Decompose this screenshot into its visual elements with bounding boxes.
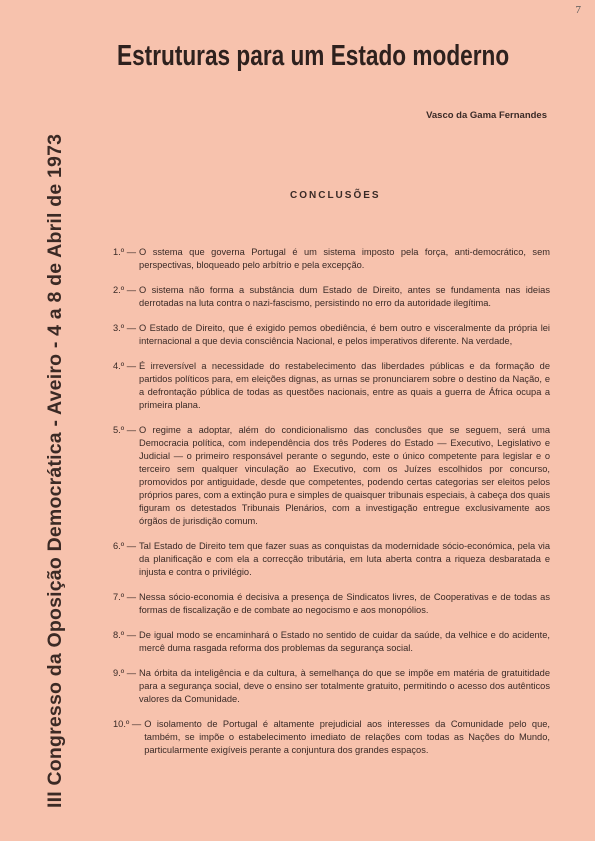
conclusion-item bbox=[113, 629, 550, 655]
conclusion-text: O sistema não forma a substância dum Estado de Direito, antes se fundamenta nas ideias derrotadas na luta contra o nazi-fascismo, persistindo no erro da autoridade ilegítima. bbox=[139, 285, 550, 308]
conclusion-number: 5.º — bbox=[113, 425, 137, 435]
conclusion-item bbox=[113, 424, 550, 528]
conclusion-item bbox=[113, 360, 550, 412]
document-title: Estruturas para um Estado moderno bbox=[117, 40, 510, 72]
conclusion-text: Nessa sócio-economia é decisiva a presença de Sindicatos livres, de Cooperativas e de todas as formas de fiscalização e de combate ao negocismo e aos monopólios. bbox=[139, 592, 550, 615]
conclusion-number: 9.º — bbox=[113, 668, 137, 678]
conclusion-text: De igual modo se encaminhará o Estado no sentido de cuidar da saúde, da velhice e do acidente, mercê duma rasgada reforma dos problemas da segurança social. bbox=[139, 630, 550, 653]
conclusion-number: 2.º — bbox=[113, 285, 137, 295]
conclusion-number: 6.º — bbox=[113, 541, 137, 551]
conclusion-item bbox=[113, 322, 550, 348]
conclusion-text: O Estado de Direito, que é exigido pemos obediência, é bem outro e visceralmente da própria lei internacional a que devia consciência Nacional, e pelos imperativos diferente. Na verdade, bbox=[139, 323, 550, 346]
conclusion-text: É irreversível a necessidade do restabelecimento das liberdades públicas e da formação de partidos políticos para, em eleições dignas, as urnas se pronunciarem sobre o destino da Nação, e a defrontação pública de todas as questões nacionais, entre as quais a guerra de África ocupa a primeira plana. bbox=[139, 361, 550, 410]
conclusion-text: Na órbita da inteligência e da cultura, à semelhança do que se impõe em matéria de gratuitidade para a segurança social, deve o ensino ser totalmente gratuito, permitindo o acesso dos autênticos valores da Comunidade. bbox=[139, 668, 550, 704]
author-name: Vasco da Gama Fernandes bbox=[426, 110, 547, 121]
conclusion-item bbox=[113, 540, 550, 579]
conclusion-item bbox=[113, 718, 550, 757]
conclusion-item bbox=[113, 284, 550, 310]
conclusion-number: 3.º — bbox=[113, 323, 137, 333]
conclusion-text: O sstema que governa Portugal é um sistema imposto pela força, anti-democrático, sem perspectivas, bloqueado pelo arbítrio e pela excepção. bbox=[139, 247, 550, 270]
conclusion-text: O regime a adoptar, além do condicionalismo das conclusões que se seguem, será uma Democracia política, com independência dos três Poderes do Estado — Executivo, Legislativo e Judicial — o primeiro responsável perante o segundo, este o único competente para legislar e o terceiro sem qualquer vinculação ao Executivo, com os Juízes escolhidos por concurso, promovidos por antiguidade, desde que competentes, podendo certas categorias ser eleitos pelos próprios pares, com a extinção pura e simples de quaisquer tribunais especiais, à cabeça dos quais figuram os detestados Tribunais Plenários, com a investigação entregue exclusivamente aos órgãos de jurisdição comum. bbox=[139, 425, 550, 526]
section-heading: CONCLUSÕES bbox=[290, 190, 381, 201]
congress-side-title: III Congresso da Oposição Democrática - Aveiro - 4 a 8 de Abril de 1973 bbox=[44, 133, 66, 808]
conclusion-number: 10.º — bbox=[113, 719, 142, 729]
conclusion-item bbox=[113, 246, 550, 272]
page-number: 7 bbox=[575, 4, 581, 16]
conclusion-text: Tal Estado de Direito tem que fazer suas as conquistas da modernidade sócio-económica, pela via da planificação e com ela a correcção tributária, em luta aberta contra a riqueza desbaratada e injusta e contra o privilégio. bbox=[139, 541, 550, 577]
conclusions-list bbox=[113, 246, 550, 769]
conclusion-number: 1.º — bbox=[113, 247, 137, 257]
conclusion-item bbox=[113, 591, 550, 617]
conclusion-text: O isolamento de Portugal é altamente prejudicial aos interesses da Comunidade pelo que, também, se impõe o estabelecimento imediato de relações com todas as Nações do Mundo, particularmente exigíveis perante a conjuntura dos grandes espaços. bbox=[144, 719, 550, 755]
conclusion-number: 7.º — bbox=[113, 592, 137, 602]
conclusion-item bbox=[113, 667, 550, 706]
conclusion-number: 4.º — bbox=[113, 361, 137, 371]
conclusion-number: 8.º — bbox=[113, 630, 137, 640]
